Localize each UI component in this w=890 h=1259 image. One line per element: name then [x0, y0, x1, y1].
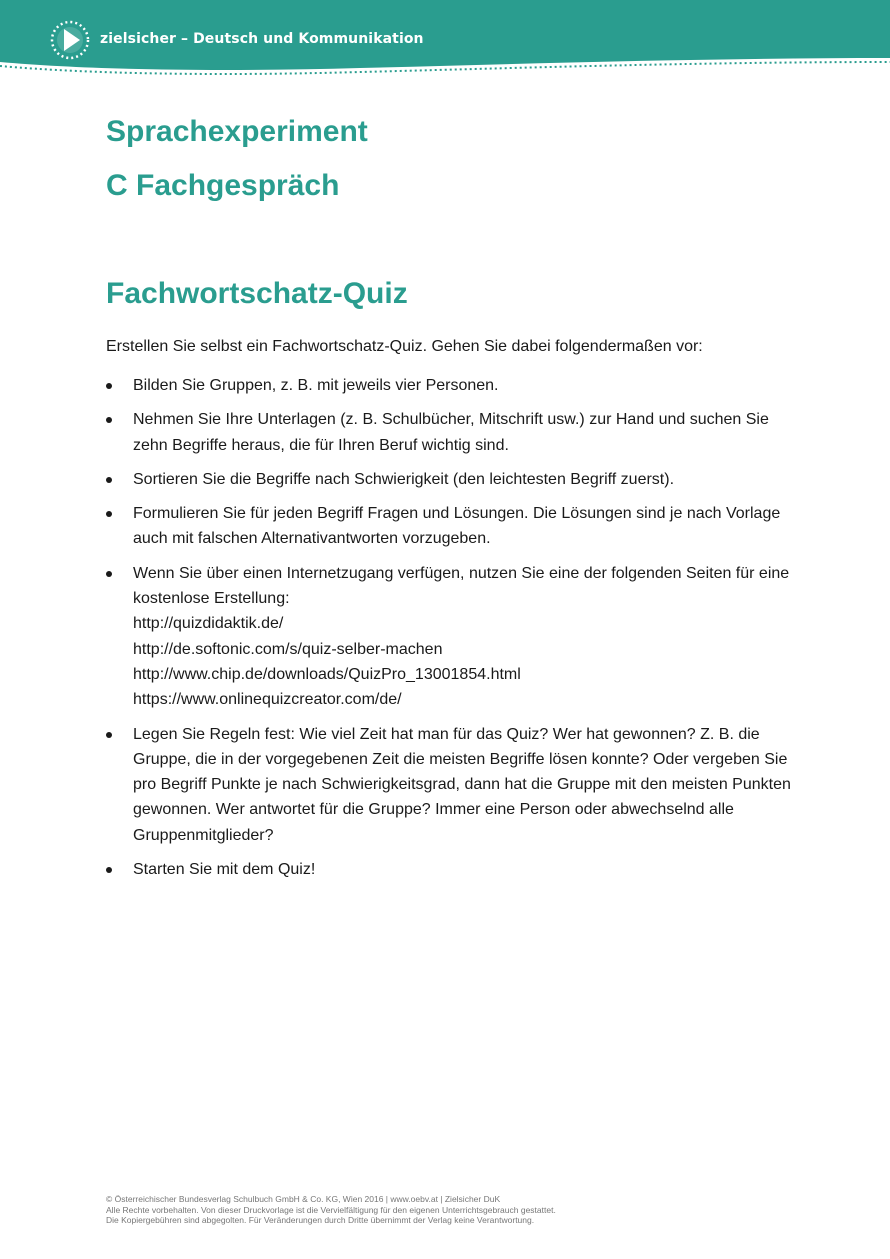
bullet-icon [106, 383, 112, 389]
list-item-text: Formulieren Sie für jeden Begriff Fragen und Lösungen. Die Lösungen sind je nach Vorlage auch mit falschen Alternativantworten vorzugeben. [133, 505, 781, 548]
list-item-text: Legen Sie Regeln fest: Wie viel Zeit hat man für das Quiz? Wer hat gewonnen? Z. B. die Gruppe, die in der vorgegebenen Zeit die meisten Begriffe lösen konnte? Oder vergeben Sie pro Begriff Punkte je nach Schwierigkeitsgrad, dann hat die Gruppe mit den meisten Punkten gewonnen. Wer antwortet für die Gruppe? Immer eine Person oder abwechselnd alle Gruppenmitglieder? [133, 725, 791, 844]
brand-name: zielsicher – Deutsch und Kommunikation [100, 31, 424, 47]
list-item [106, 407, 796, 458]
link-softonic[interactable]: http://de.softonic.com/s/quiz-selber-machen [133, 640, 443, 658]
list-item-text: Nehmen Sie Ihre Unterlagen (z. B. Schulbücher, Mitschrift usw.) zur Hand und suchen Sie zehn Begriffe heraus, die für Ihren Beruf wichtig sind. [133, 411, 769, 454]
list-item-text: Sortieren Sie die Begriffe nach Schwierigkeit (den leichtesten Begriff zuerst). [133, 470, 675, 488]
link-onlinequizcreator[interactable]: https://www.onlinequizcreator.com/de/ [133, 691, 402, 709]
bullet-icon [106, 571, 112, 577]
bullet-icon [106, 732, 112, 738]
intro-text: Erstellen Sie selbst ein Fachwortschatz-Quiz. Gehen Sie dabei folgendermaßen vor: [106, 338, 703, 355]
link-chip[interactable]: http://www.chip.de/downloads/QuizPro_13001854.html [133, 665, 521, 683]
bullet-icon [106, 511, 112, 517]
list-item-text: Wenn Sie über einen Internetzugang verfügen, nutzen Sie eine der folgenden Seiten für eine kostenlose Erstellung: [133, 564, 790, 608]
task-list [106, 373, 796, 882]
footer-rights: Alle Rechte vorbehalten. Von dieser Druckvorlage ist die Vervielfältigung für den eigenen Unterrichtsgebrauch gestattet. [106, 1204, 556, 1215]
section-heading: Fachwortschatz-Quiz [106, 277, 408, 310]
list-item [106, 857, 796, 882]
list-item [106, 501, 796, 552]
bullet-icon [106, 867, 112, 873]
bullet-icon [106, 477, 112, 483]
list-item-text: Bilden Sie Gruppen, z. B. mit jeweils vier Personen. [133, 377, 499, 394]
page-title [106, 105, 796, 213]
header-banner [0, 0, 890, 80]
title-line-1: Sprachexperiment [106, 115, 368, 148]
footer [106, 1194, 806, 1226]
footer-disclaimer: Die Kopiergebühren sind abgegolten. Für Veränderungen durch Dritte übernimmt der Verlag keine Verantwortung. [106, 1215, 535, 1225]
list-item [106, 467, 796, 492]
footer-copyright: © Österreichischer Bundesverlag Schulbuch GmbH & Co. KG, Wien 2016 | www.oebv.at | Zielsicher DuK [106, 1194, 501, 1204]
list-item [106, 722, 796, 848]
list-item [106, 561, 796, 713]
link-quizdidaktik[interactable]: http://quizdidaktik.de/ [133, 615, 284, 633]
list-item [106, 373, 796, 398]
title-line-2: C Fachgespräch [106, 169, 340, 202]
main-content [106, 105, 796, 891]
bullet-icon [106, 417, 112, 423]
list-item-text: Starten Sie mit dem Quiz! [133, 861, 316, 879]
